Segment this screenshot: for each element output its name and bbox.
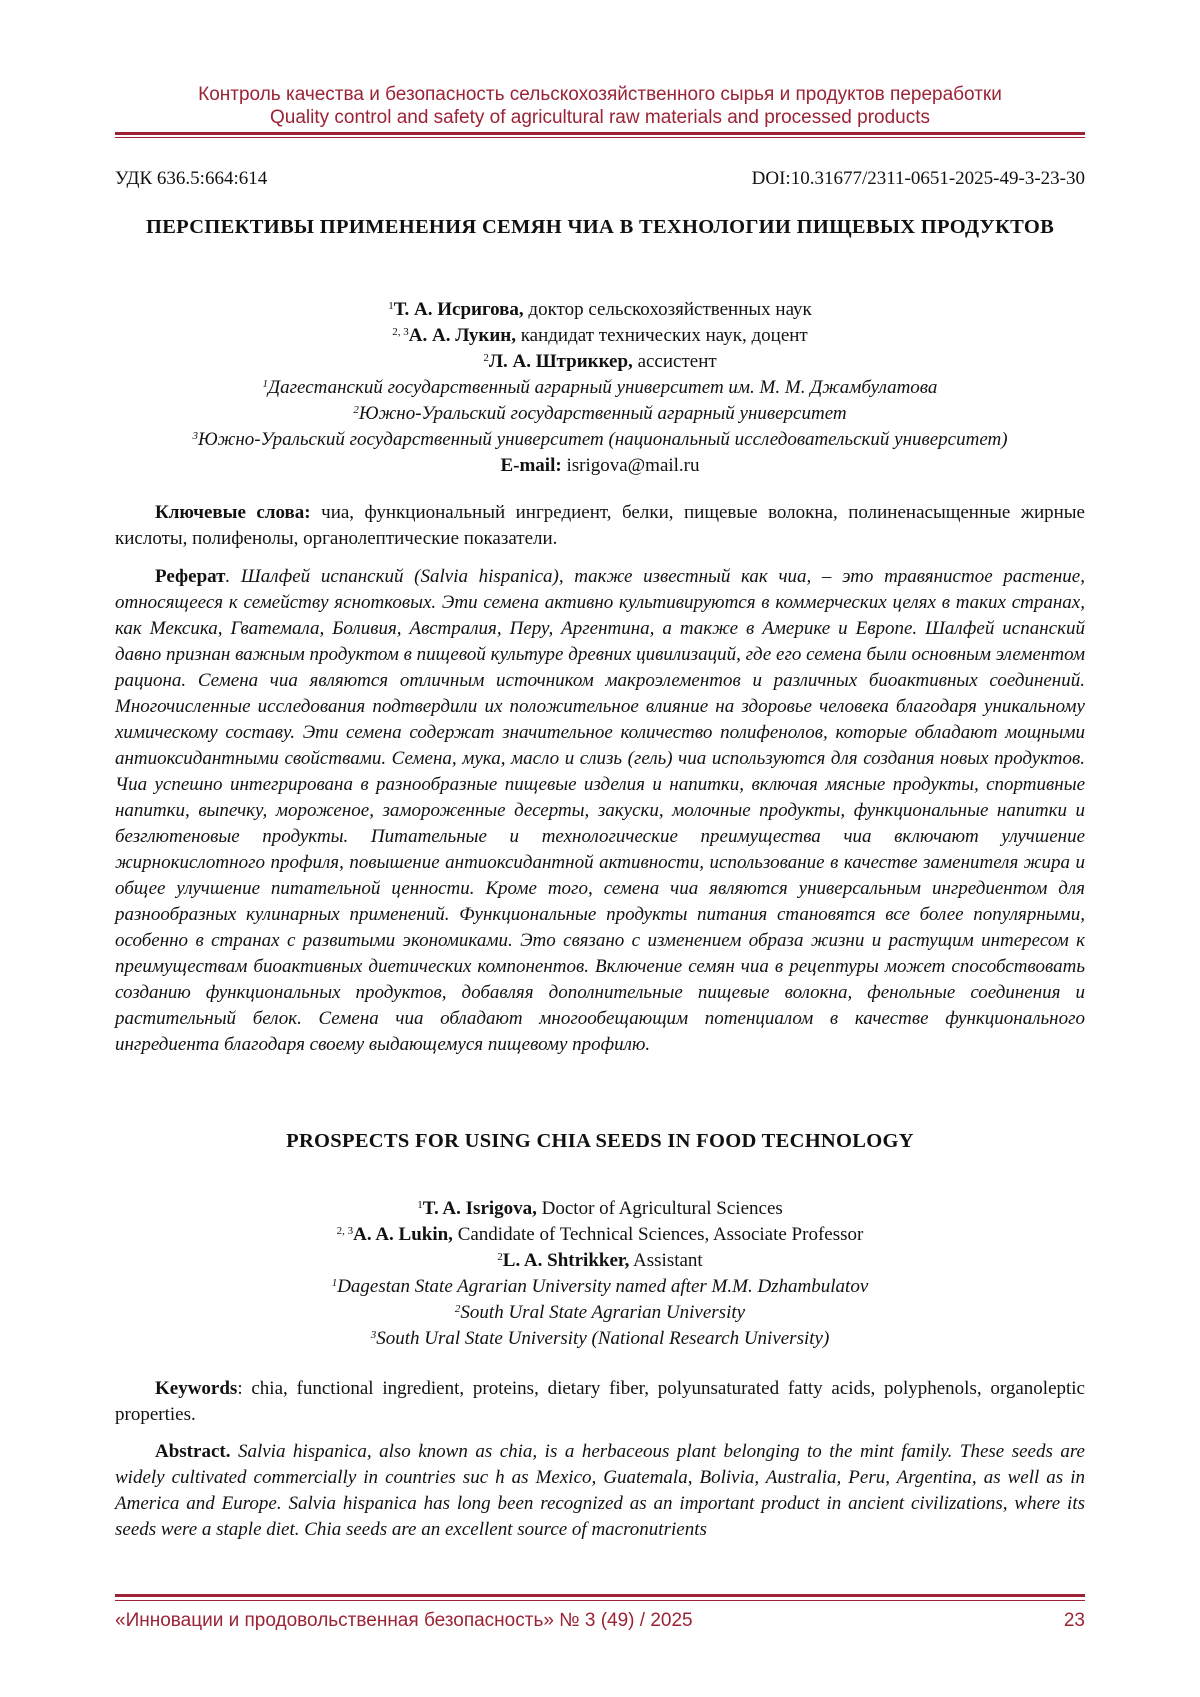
affiliation-line: $^3$Южно-Уральский государственный университет (национальный исследовательский университет): [192, 429, 1008, 450]
title-en: PROSPECTS FOR USING CHIA SEEDS IN FOOD TECHNOLOGY: [286, 1130, 914, 1152]
udc-code: УДК 636.5:664:614: [115, 168, 268, 189]
header-rule-thin: [115, 137, 1085, 138]
abstract-en: Abstract. Salvia hispanica, also known as chia, is a herbaceous plant belonging to the mint family. These seeds are widely cultivated commercially in countries suc h as Mexico, Guatemala, Bolivia, Australia, Peru, Argentina, as well as in America and Europe. Salvia hispanica has long been recognized as an important product in ancient civilizations, where its seeds were a staple diet. Chia seeds are an excellent source of macronutrients: [115, 1441, 1085, 1540]
article-meta: [115, 168, 1085, 190]
footer-rule-thin: [115, 1600, 1085, 1601]
affiliation-line: $^2$South Ural State Agrarian University: [454, 1302, 746, 1323]
abstract-ru: Реферат. Шалфей испанский (Salvia hispanica), также известный как чиа, – это травянистое растение, относящееся к семейству яснотковых. Эти семена активно культивируются в коммерческих целях в таких странах, как Мексика, Гватемала, Боливия, Австралия, Перу, Аргентина, а также в Америке и Европе. Шалфей испанский давно признан важным продуктом в пищевой культуре древних цивилизаций, где его семена были основным элементом рациона. Семена чиа являются отличным источником макроэлементов и различных биоактивных соединений. Многочисленные исследования подтвердили их положительное влияние на здоровье человека благодаря уникальному химическому составу. Эти семена содержат значительное количество полифенолов, которые обладают мощными антиоксидантными свойствами. Семена, мука, масло и слизь (гель) чиа используются для создания новых продуктов. Чиа успешно интегрирована в разнообразные пищевые изделия и напитки, включая мясные продукты, спортивные напитки, выпечку, мороженое, замороженные десерты, закуски, молочные продукты, функциональные напитки и безглютеновые продукты. Питательные и технологические преимущества чиа включают улучшение жирнокислотного профиля, повышение антиоксидантной активности, использование в качестве заменителя жира и общее улучшение питательной ценности. Кроме того, семена чиа являются универсальным ингредиентом для разнообразных кулинарных применений. Функциональные продукты питания становятся все более популярными, особенно в странах с развитыми экономиками. Это связано с изменением образа жизни и растущим интересом к преимуществам биоактивных диетических компонентов. Включение семян чиа в рецептуры может способствовать созданию функциональных продуктов, добавляя дополнительные пищевые волокна, фенольные соединения и растительный белок. Семена чиа обладают многообещающим потенциалом в качестве функционального ингредиента благодаря своему выдающемуся пищевому профилю.: [115, 566, 1085, 1055]
author-line: $^2$Л. А. Штриккер, ассистент: [483, 351, 717, 372]
authors-ru: [115, 297, 1085, 479]
author-line: $^{2, 3}$A. A. Lukin, Candidate of Technical Sciences, Associate Professor: [336, 1224, 864, 1245]
email-line: E-mail: isrigova@mail.ru: [500, 455, 700, 476]
page-number: 23: [1063, 1610, 1085, 1631]
title-ru: ПЕРСПЕКТИВЫ ПРИМЕНЕНИЯ СЕМЯН ЧИА В ТЕХНОЛОГИИ ПИЩЕВЫХ ПРОДУКТОВ: [145, 216, 1055, 238]
doi[interactable]: DOI:10.31677/2311-0651-2025-49-3-23-30: [751, 168, 1085, 189]
footer-rule-thick: [115, 1594, 1085, 1597]
header-rule-thick: [115, 132, 1085, 135]
running-header-ru: Контроль качества и безопасность сельскохозяйственного сырья и продуктов переработки: [198, 84, 1002, 105]
affiliation-line: $^1$Dagestan State Agrarian University named after M.M. Dzhambulatov: [331, 1276, 869, 1297]
affiliation-line: $^2$Южно-Уральский государственный аграрный университет: [353, 403, 847, 424]
running-header: [115, 83, 1085, 129]
keywords-en: Keywords: chia, functional ingredient, proteins, dietary fiber, polyunsaturated fatty acids, polyphenols, organoleptic properties.: [115, 1378, 1085, 1425]
running-footer: [115, 1610, 1085, 1632]
affiliation-line: $^3$South Ural State University (National Research University): [370, 1328, 830, 1349]
affiliation-line: $^1$Дагестанский государственный аграрный университет им. М. М. Джамбулатова: [262, 377, 938, 398]
journal-issue: «Инновации и продовольственная безопасность» № 3 (49) / 2025: [115, 1610, 693, 1631]
email-address[interactable]: isrigova@mail.ru: [561, 455, 700, 476]
author-line: $^1$T. A. Isrigova, Doctor of Agricultural Sciences: [417, 1198, 783, 1219]
author-line: $^{2, 3}$А. А. Лукин, кандидат технических наук, доцент: [392, 325, 808, 346]
author-line: $^2$L. A. Shtrikker, Assistant: [497, 1250, 703, 1271]
author-line: $^1$Т. А. Исригова, доктор сельскохозяйственных наук: [388, 299, 812, 320]
keywords-ru: Ключевые слова: чиа, функциональный ингредиент, белки, пищевые волокна, полиненасыщенные жирные кислоты, полифенолы, органолептические показатели.: [115, 502, 1085, 549]
authors-en: [115, 1196, 1085, 1352]
running-header-en: Quality control and safety of agricultural raw materials and processed products: [269, 107, 931, 128]
